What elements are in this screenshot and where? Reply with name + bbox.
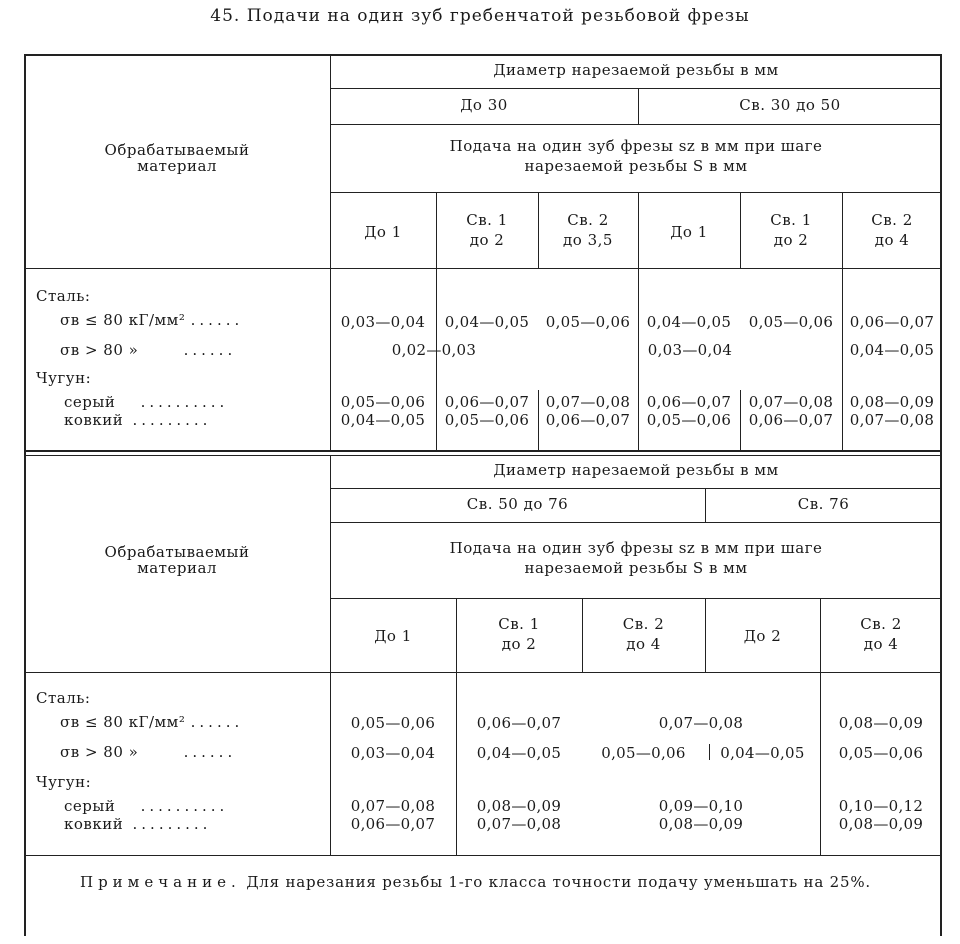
table-cell: 0,06—0,07 [849, 313, 935, 331]
table-cell: 0,08—0,09 [838, 815, 924, 833]
row-label-steel: Сталь: [36, 689, 91, 707]
table-cell: 0,06—0,07 [748, 411, 834, 429]
range-header: До 30 [460, 96, 508, 114]
table-cell: 0,03—0,04 [340, 313, 426, 331]
table-cell: 0,06—0,07 [545, 411, 631, 429]
step-header: Св. 1 до 2 [770, 211, 812, 249]
material-header: Обрабатываемый материал [104, 141, 250, 175]
table-cell: 0,04—0,05 [340, 411, 426, 429]
row-label-steel: Сталь: [36, 287, 91, 305]
feed-header: Подача на один зуб фрезы sz в мм при шаге нарезаемой резьбы S в мм [449, 137, 823, 175]
table-cell: 0,05—0,06 [350, 714, 436, 732]
table-cell: 0,10—0,12 [838, 797, 924, 815]
table-cell: 0,07—0,08 [476, 815, 562, 833]
row-label-cast-iron: Чугун: [36, 773, 92, 791]
table-cell: 0,07—0,08 [658, 714, 744, 732]
table-cell: 0,05—0,06 [340, 393, 426, 411]
divider [24, 455, 942, 456]
step-header: Св. 2 до 4 [860, 615, 902, 653]
step-header: Св. 2 до 4 [622, 615, 665, 653]
row-label-cast-iron: Чугун: [36, 369, 92, 387]
step-header: Св. 2 до 4 [871, 211, 913, 249]
table-cell: 0,05—0,06 [838, 744, 924, 762]
step-header: Св. 1 до 2 [466, 211, 508, 249]
diameter-header: Диаметр нарезаемой резьбы в мм [493, 61, 779, 79]
note-text: Для нарезания резьбы 1-го класса точности подачу уменьшать на 25%. [246, 873, 871, 891]
divider [24, 268, 942, 269]
table-cell: 0,08—0,09 [849, 393, 935, 411]
table-cell: 0,05—0,06 [748, 313, 834, 331]
table-cell: 0,05—0,06 [545, 313, 631, 331]
table-note [40, 872, 930, 892]
divider [24, 855, 942, 856]
step-header: До 1 [374, 627, 412, 645]
range-header: Св. 76 [797, 495, 850, 513]
row-label-steel-gt80: σв > 80 » ...... [60, 743, 237, 761]
table-cell: 0,04—0,05 [646, 313, 732, 331]
table-cell: 0,05—0,06 [601, 744, 686, 762]
divider [24, 672, 942, 673]
table-cell: 0,04—0,05 [476, 744, 562, 762]
material-header: Обрабатываемый материал [104, 543, 250, 577]
table-cell: 0,03—0,04 [647, 341, 733, 359]
range-header: Св. 50 до 76 [466, 495, 569, 513]
divider [330, 598, 942, 599]
table-cell: 0,08—0,09 [658, 815, 744, 833]
row-label-grey: серый .......... [64, 393, 229, 411]
divider [330, 88, 942, 89]
table-cell: 0,05—0,06 [444, 411, 530, 429]
table-cell: 0,02—0,03 [391, 341, 477, 359]
row-label-steel-gt80: σв > 80 » ...... [60, 341, 237, 359]
table-title: 45. Подачи на один зуб гребенчатой резьбовой фрезы [210, 6, 750, 26]
row-label-malleable: ковкий ......... [64, 411, 212, 429]
table-cell: 0,05—0,06 [646, 411, 732, 429]
step-header: Св. 2 до 3,5 [563, 211, 613, 249]
row-label-steel-le80: σв ≤ 80 кГ/мм² ...... [60, 311, 244, 329]
table-cell: 0,07—0,08 [545, 393, 631, 411]
row-label-steel-le80: σв ≤ 80 кГ/мм² ...... [60, 713, 244, 731]
row-label-grey: серый .......... [64, 797, 229, 815]
divider [330, 124, 942, 125]
feed-header: Подача на один зуб фрезы sz в мм при шаге нарезаемой резьбы S в мм [449, 539, 823, 577]
divider [330, 488, 942, 489]
table-cell: 0,08—0,09 [838, 714, 924, 732]
note-label: Примечание. [80, 873, 241, 891]
diameter-header: Диаметр нарезаемой резьбы в мм [493, 461, 779, 479]
table-cell: 0,07—0,08 [748, 393, 834, 411]
table-cell: 0,06—0,07 [444, 393, 530, 411]
table-cell: 0,09—0,10 [658, 797, 744, 815]
divider [330, 192, 942, 193]
table-cell: 0,06—0,07 [350, 815, 436, 833]
divider [330, 455, 331, 855]
table-cell: 0,04—0,05 [849, 341, 935, 359]
table-cell: 0,04—0,05 [444, 313, 530, 331]
table-cell: 0,06—0,07 [646, 393, 732, 411]
range-header: Св. 30 до 50 [739, 96, 841, 114]
table-cell: 0,03—0,04 [350, 744, 436, 762]
divider [24, 450, 942, 452]
step-header: Св. 1 до 2 [498, 615, 540, 653]
table-cell: 0,06—0,07 [476, 714, 562, 732]
row-label-malleable: ковкий ......... [64, 815, 212, 833]
table-cell: 0,08—0,09 [476, 797, 562, 815]
table-cell: 0,07—0,08 [849, 411, 935, 429]
step-header: До 1 [670, 223, 708, 241]
table-cell: 0,07—0,08 [350, 797, 436, 815]
step-header: До 1 [364, 223, 402, 241]
step-header: До 2 [743, 627, 782, 645]
table-cell: 0,04—0,05 [720, 744, 805, 762]
divider [330, 522, 942, 523]
